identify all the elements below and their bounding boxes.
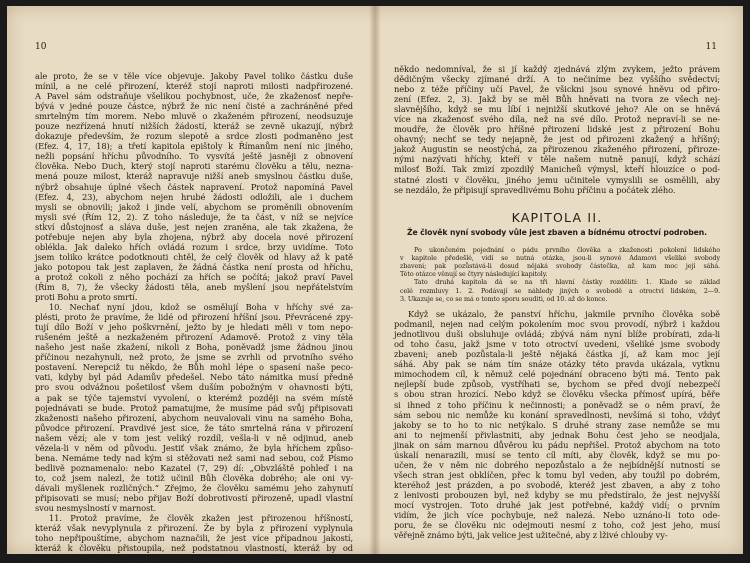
text-line: učen, že v něm nic dobrého nepozůstalo a že nejbídnější nutností se — [394, 459, 720, 470]
text-line: sáhá. Aby pak se nám tím snáze otázky této pravda ukázala, vytknu — [394, 359, 720, 370]
text-line: pro svou odvážnou pošetilosť všem duším pobožným v ohavnosti býti, — [35, 382, 353, 393]
right-page-number: 11 — [705, 42, 717, 52]
text-line: mysli se obnovili; jakož i jinde velí, abychom se proměnili obnovením — [35, 201, 353, 212]
text-line: Když se ukázalo, že panství hříchu, jakmile prvního člověka sobě — [408, 309, 720, 320]
text-line: 11. Protož pravíme, že člověk zkažen jest přirozenou hříšností, — [49, 513, 353, 524]
text-line: nými nazývati hříchy, kteří v těle našem nutně panují, když schází — [394, 154, 720, 165]
text-line: dědičným všecky zjímané drží. A to nečiníme bez vyššího svědectví; — [394, 74, 720, 85]
text-line: nýbrž obsahuje úplné všech částek napravení. Protož napomíná Pavel — [35, 181, 353, 192]
text-line: milosť Boží. Tak zmizí zpozdilý Manicheů výmysl, kteří hlouzíce o pod- — [394, 164, 720, 175]
text-line: proti Bohu a proto smrtí. — [35, 292, 138, 303]
text-line: A Pavel sám odstraňuje všelikou pochybnost, uče, že zkaženosť nepře- — [35, 91, 353, 102]
text-line: původce přirození. Pravdivé jest sice, že táto smrtelná rána v přirození — [35, 422, 353, 433]
text-line: s obou stran hrozící. Nebo když se člověku všecka přímosť upírá, běře — [394, 389, 720, 400]
text-line: pojednávati se bude. Protož pamatujme, že musíme pád svůj připisovati — [35, 402, 353, 413]
text-line: 3. Ukazuje se, co se má o tomto sporu souditi, od 10. až do konce. — [400, 294, 608, 303]
text-line: ohavný; nechť se tedy nejapně, že jest od přirozeni zkažený a hříšný; — [394, 134, 720, 145]
text-line: bena. Nemáme tedy nad kým si stěžovati než sami nad sebou, což Písmo — [35, 452, 353, 463]
text-line: (Efez. 4, 17, 18); a třetí kapitola epištoly k Římanům není nic jiného, — [35, 141, 353, 152]
right-page — [380, 6, 743, 554]
text-line: a protož cokoli z něho pochází za hřích se počítá; jakož praví Pavel — [35, 271, 353, 282]
text-line: poru, že se člověku nic odejmouti nesmí z toho, což jest jeho, musí — [394, 520, 720, 531]
text-line: Této otázce věnují se čtyry následující kapitoly. — [400, 270, 548, 279]
text-line: Tato druhá kapitola dá se na tři hlavní částky rozděliti: 1. Klade se základ — [414, 278, 720, 287]
text-line: ale proto, že se v těle více objevuje. Jakoby Pavel toliko částku duše — [35, 71, 353, 81]
text-line: nežli popsání hříchu původního. To vysvítá ještě jasněji z obnovení — [35, 151, 353, 162]
text-line: smrtelným tím morem. Nebo mluvě o zkaženém přirození, neodsuzuje — [35, 111, 353, 122]
text-line: Po ukončeném pojednání o pádu prvního člověka a zkaženosti pokolení lidského — [414, 245, 720, 254]
right-page-top-text — [394, 64, 720, 195]
text-line: jednotlivou duši obsluhuje ovládá; zbývá nám nyní blíže probírati, zda-li — [394, 329, 720, 340]
text-line: více na zkaženosť svého díla, než na své dílo. Protož nepraví-li se ne- — [394, 114, 720, 125]
text-line: potřebuje nejen aby byla zhojena, nýbrž aby docela nové přirození — [35, 231, 353, 242]
text-line: kteréhož jest prázden, a po svobodě, kteréž jest zbaven, a aby z toho — [394, 479, 720, 490]
left-page-text — [35, 71, 353, 563]
text-line: zení (Efez. 2, 3). Jakž by se měl Bůh hněvati na tvora ze všech nej- — [394, 94, 720, 105]
text-line: věřejně známo býti, jak velice jest užitečné, aby z lživé chlouby vy- — [394, 530, 668, 541]
text-line: v kapitole předešlé, vidí se nutná otázka, jsou-li synové Adamovi všeliké svobody — [400, 253, 720, 262]
left-page-number: 10 — [35, 42, 47, 52]
text-line: vati, kdyby byl pád Adamův předešel. Nebo táto námitka musí předně — [35, 372, 353, 383]
text-line: rušeném ještě a nezkaženém přirození Adamově. Protož z viny těla — [35, 332, 353, 343]
text-line: (Řím 8, 7), že všecky žádosti těla, aneb myšlení jsou nepřátelstvím — [35, 281, 353, 292]
chapter-summary — [394, 246, 720, 303]
text-line: jakož Augustin se neostýchá, za přirozenou zkaženého přirození, přiroze- — [394, 144, 720, 155]
text-line: z lenivosti probouzen byl, než kdyby se mu předstíralo, že jest nejvyšší — [394, 489, 720, 500]
text-line: tují dílo Boží v jeho poškvrnění, ježto by je hledati měli v tom nepo- — [35, 322, 353, 333]
text-line: bedlivě poznamenalo: nebo Kazatel (7, 29) dí: „Obvzláště pohleď i na — [35, 462, 353, 473]
text-line: nebo z téže příčiny učí Pavel, že všickni jsou synové hněvu od přiro- — [394, 84, 720, 95]
text-line: zbaveni; pak pozůstává-li dosud nějaká svobody částečka, až kam moc její sáhá. — [400, 262, 720, 271]
text-line: příčinou nezahynuli, než proto, že jsme se zvrhli od prvotního svého — [35, 352, 353, 363]
text-line: jinak on sám marnou důvěrou ku pádu nepřišel. Protož abychom na toto — [394, 439, 720, 450]
text-line: kteráž však nevyplynula z přirození. Že by byla z přirození vyplynula — [35, 523, 353, 534]
text-line: plésti, proto že pravíme, že lidé od přirození hříšní jsou. Převrácené zpy- — [35, 312, 353, 323]
text-line: sám sebou nic nemůže ku konání spravedlnosti, nevšímá si toho, vždyť — [394, 409, 720, 420]
chapter-heading: KAPITOLA II. — [511, 209, 603, 225]
text-line: zkaženosti našeho přirození, abychom neuvalovali vinu na samého Boha, — [35, 412, 353, 423]
text-line: mená pouze milost, kteráž napravuje nižší aneb smyslnou částku duše, — [35, 171, 353, 182]
text-line: si ihned z toho příčinu k nečinnosti; a poněvadž se o něm praví, že — [394, 399, 720, 410]
text-line: jsem toliko krátce podotknouti chtěl, že celý člověk od hlavy až k patě — [35, 251, 353, 262]
right-page-text — [394, 64, 720, 540]
left-page — [7, 6, 370, 563]
text-line: bývá v jedné pouze částce, nýbrž že nic není čisté a zachráněné před — [35, 101, 353, 112]
text-line: někdo nedomníval, že si jí každý zjednává zlým zvykem, ježto právem — [394, 64, 720, 74]
text-line: vidím, že jich více pochybuje, než nalezá. Nebo uznáno-li toto ode- — [394, 510, 720, 521]
text-line: dávali myšlenek rozličných.“ Zřejmo, že člověku samému jeho zahynutí — [35, 482, 353, 493]
text-line: ani to nejmenší přivlastniti, aby jednak Bohu čest jeho se neodjala, — [394, 429, 720, 440]
text-line: toho nepřipouštíme, abychom naznačili, že jest více případnou jakostí, — [35, 533, 353, 544]
text-line: mocí vystrojen. Toto druhé jak jest potřebné, každý vidí; o prvním — [394, 499, 720, 510]
book-spread — [7, 6, 743, 563]
text-line: (Efez. 4, 23), abychom nejen hrubé žádosti odložili, ale i duchem — [35, 191, 353, 202]
text-line: a pak se týče tajemství vyvolení, o kterémž později na svém místě — [35, 392, 353, 403]
text-line: to, což jsem nalezl, že totiž učinil Bůh člověka dobrého; ale oni vy- — [35, 472, 353, 483]
text-line: kteráž k člověku přistoupila, než podstatnou vlastností, kteráž by od — [35, 543, 353, 554]
text-line: celé rozmluvy 1. 2. Podávají se náhledy jiných o svobodě a otroctví lidském, 2—9. — [400, 286, 720, 295]
text-line: našem vězí; ale v tom jest veliký rozdíl, vešla-li v ně odjinud, aneb — [35, 432, 353, 443]
text-line: svou nesmyslností v marnost. — [35, 503, 156, 514]
text-line: od toho času, jakž jsme v toto otroctví uvedeni, všeliké jsme svobody — [394, 339, 720, 350]
text-line: pouze nezřízená hnutí nižších žádostí, kteráž se zevně ukazují, nýbrž — [35, 121, 353, 132]
text-line: mysli své (Řím 12, 2). Z toho následuje, že ta část, v níž se nejvíce — [35, 211, 353, 222]
text-line: jakoby se to ho to nic netýkalo. S druhé strany zase nemůže se mu — [394, 419, 720, 430]
text-line: oblékla. Jak daleko hřích ovládá rozum i srdce, brzy uvidíme. Toto — [35, 241, 353, 252]
text-line: postavení. Nerepciž tu někdo, že Bůh mohl lépe o spasení naše peco- — [35, 362, 353, 373]
text-line: dokazuje především, že rozum slepotě a srdce zlosti podmaněno jest — [35, 131, 353, 142]
text-line: se nezdálo, že připisují spravedlivému Bohu příčinu a počátek zlého. — [394, 184, 676, 195]
text-line: nejlepší bude způsob, vystříhati se, bychom se před dvojí nebezpečí — [394, 379, 720, 390]
text-line: připisovati se musí; nebo přijav Boží dobrotivostí přirozeně, upadl vlastní — [35, 492, 353, 503]
text-line: mínil, a ne celé přirození, kteréž stojí naproti milosti nadpřirozené. — [35, 81, 353, 92]
right-page-bottom-text — [394, 309, 720, 540]
text-line: statné zlosti v člověku, jiného jemu učinitele vymyslili se osmělili, aby — [394, 174, 720, 185]
text-line: počátku v člověka vložena byla. Nazýváme však ji přirozenou, aby se — [35, 553, 318, 563]
text-line: podmanil, nejen nad celým pokolením moc svou provodí, nýbrž i každou — [394, 319, 720, 330]
text-line: zbaveni; aneb pozůstala-li ještě nějaká částka jí, až kam moc její — [394, 349, 720, 360]
text-line: slavnějšího, když se mu líbí i nejnižší skutkové jeho? Ale on se hněvá — [394, 104, 720, 115]
text-line: všech stran jest obklíčen, přec k tomu byl veden, aby toužil po dobrém, — [394, 469, 720, 480]
chapter-subheading: Že člověk nyní svobody vůle jest zbaven a bídnému otroctví podroben. — [407, 227, 707, 237]
text-line: moudře, že člověk pro hříšné přirození lidské jest z přirození Bohu — [394, 124, 720, 135]
text-line: úskalí nenarazili, musí se tento cíl míti, aby člověk, když se mu po- — [394, 449, 720, 460]
text-line: člověka. Nebo Duch, který stojí naproti starému člověku a tělu, nezna- — [35, 161, 353, 172]
text-line: našeho jest naše zkažení, nikoli z Boha, poněvadž jsme žádnou jinou — [35, 342, 353, 353]
text-line: mimochodem cíl, k němuž celé pojednání obraceno býti má. Tento pak — [394, 369, 720, 380]
text-line: stkví důstojnosť a sláva duše, jest nejen zraněna, ale tak zkažena, že — [35, 221, 353, 232]
text-line: jako potopou tak jest zaplaven, že žádná částka není prosta od hříchu, — [35, 261, 353, 272]
text-line: 10. Nechať nyní jdou, kdož se osmělují Boha v hříchy své za- — [49, 302, 353, 313]
text-line: vězela-li v něm od původu. Jestiť však známo, že byla hříchem způso- — [35, 442, 353, 453]
